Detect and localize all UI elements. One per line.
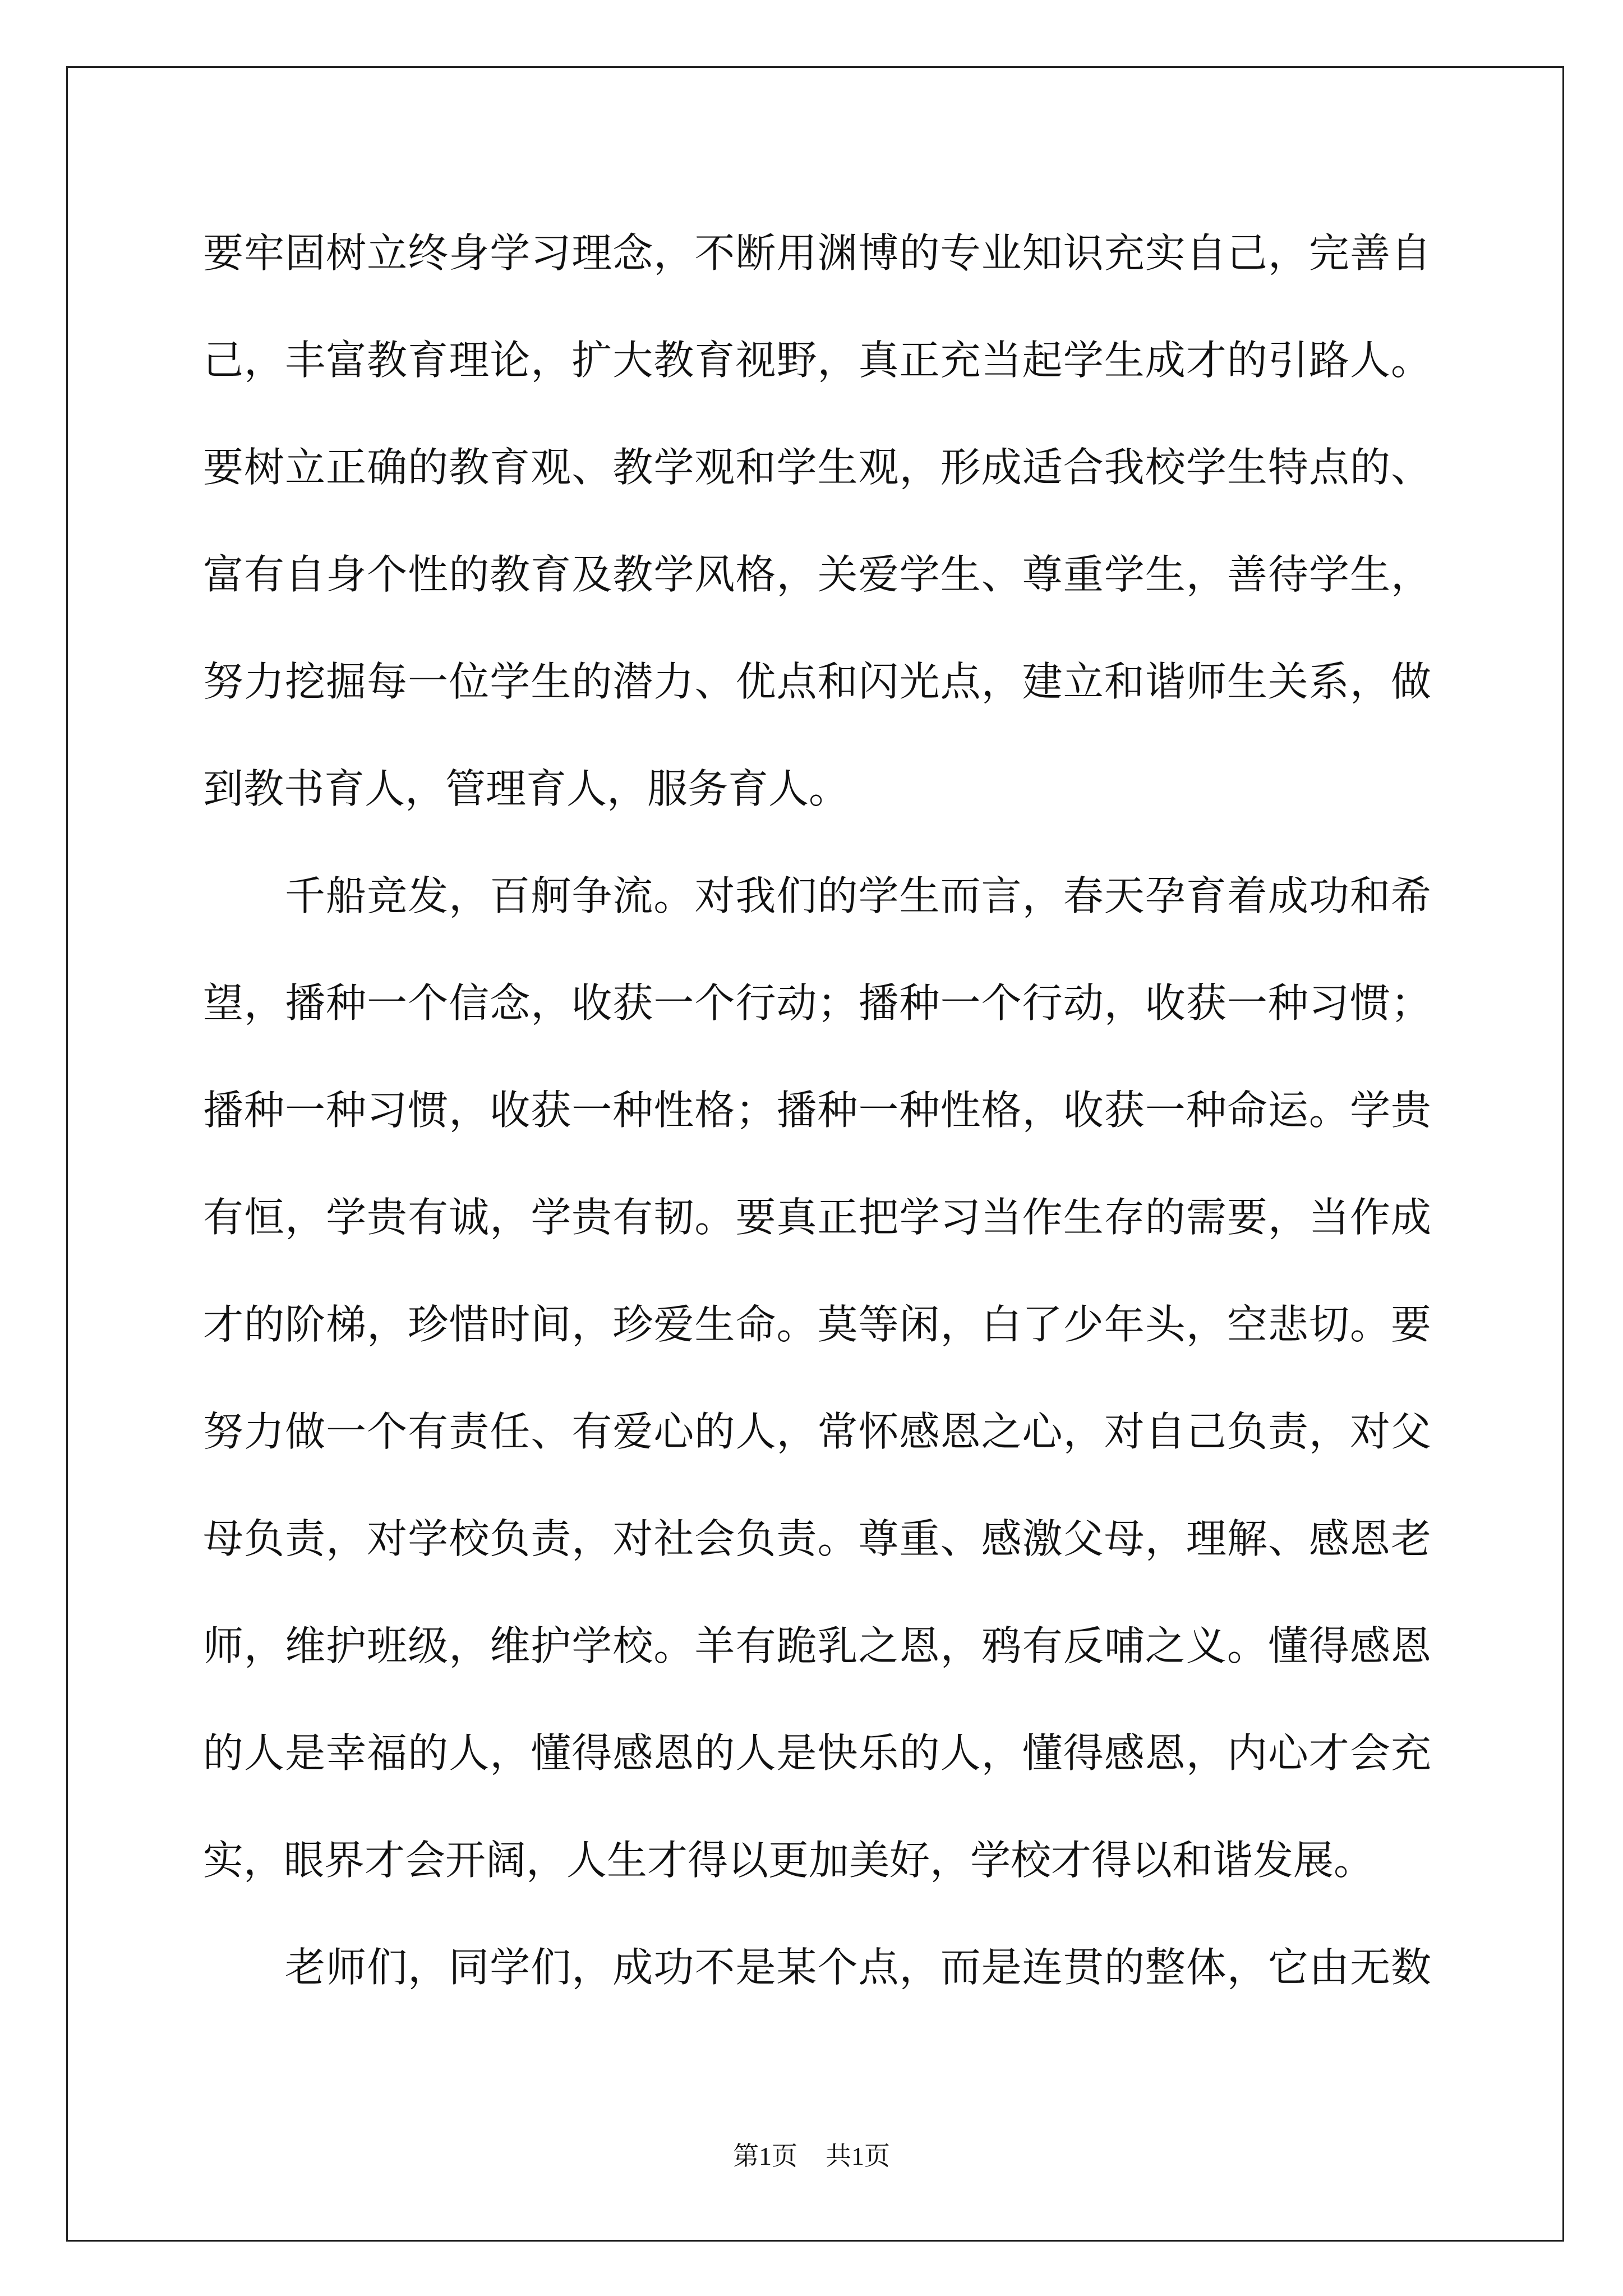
paragraph bbox=[203, 200, 1431, 843]
text-line: 母负责，对学校负责，对社会负责。尊重、感激父母，理解、感恩老 bbox=[203, 1515, 1431, 1562]
page-footer bbox=[0, 2139, 1623, 2173]
text-line: 的人是幸福的人，懂得感恩的人是快乐的人，懂得感恩，内心才会充 bbox=[203, 1729, 1431, 1777]
text-line: 有恒，学贵有诚，学贵有韧。要真正把学习当作生存的需要，当作成 bbox=[203, 1194, 1431, 1241]
text-line: 师，维护班级，维护学校。羊有跪乳之恩，鸦有反哺之义。懂得感恩 bbox=[203, 1622, 1431, 1669]
text-line: 要牢固树立终身学习理念，不断用渊博的专业知识充实自己，完善自 bbox=[203, 229, 1431, 277]
text-line: 望，播种一个信念，收获一个行动；播种一个行动，收获一种习惯； bbox=[203, 979, 1431, 1027]
text-line: 才的阶梯，珍惜时间，珍爱生命。莫等闲，白了少年头，空悲切。要 bbox=[203, 1301, 1431, 1348]
text-line: 千船竞发，百舸争流。对我们的学生而言，春天孕育着成功和希 bbox=[285, 872, 1431, 919]
text-line: 己，丰富教育理论，扩大教育视野，真正充当起学生成才的引路人。 bbox=[203, 337, 1431, 384]
text-line: 要树立正确的教育观、教学观和学生观，形成适合我校学生特点的、 bbox=[203, 444, 1431, 491]
paragraph bbox=[203, 843, 1431, 1914]
page-number: 第1页 bbox=[733, 2142, 797, 2170]
document-body bbox=[203, 200, 1431, 2021]
text-line: 努力挖掘每一位学生的潜力、优点和闪光点，建立和谐师生关系，做 bbox=[203, 658, 1431, 705]
text-line: 老师们，同学们，成功不是某个点，而是连贯的整体，它由无数 bbox=[285, 1944, 1431, 1991]
text-line: 努力做一个有责任、有爱心的人，常怀感恩之心，对自己负责，对父 bbox=[203, 1408, 1431, 1455]
page-total: 共1页 bbox=[826, 2142, 890, 2170]
text-line: 富有自身个性的教育及教学风格，关爱学生、尊重学生，善待学生， bbox=[203, 551, 1431, 598]
text-line: 到教书育人，管理育人，服务育人。 bbox=[203, 765, 850, 812]
paragraph bbox=[203, 1914, 1431, 2021]
text-line: 播种一种习惯，收获一种性格；播种一种性格，收获一种命运。学贵 bbox=[203, 1087, 1431, 1134]
text-line: 实，眼界才会开阔，人生才得以更加美好，学校才得以和谐发展。 bbox=[203, 1837, 1375, 1884]
